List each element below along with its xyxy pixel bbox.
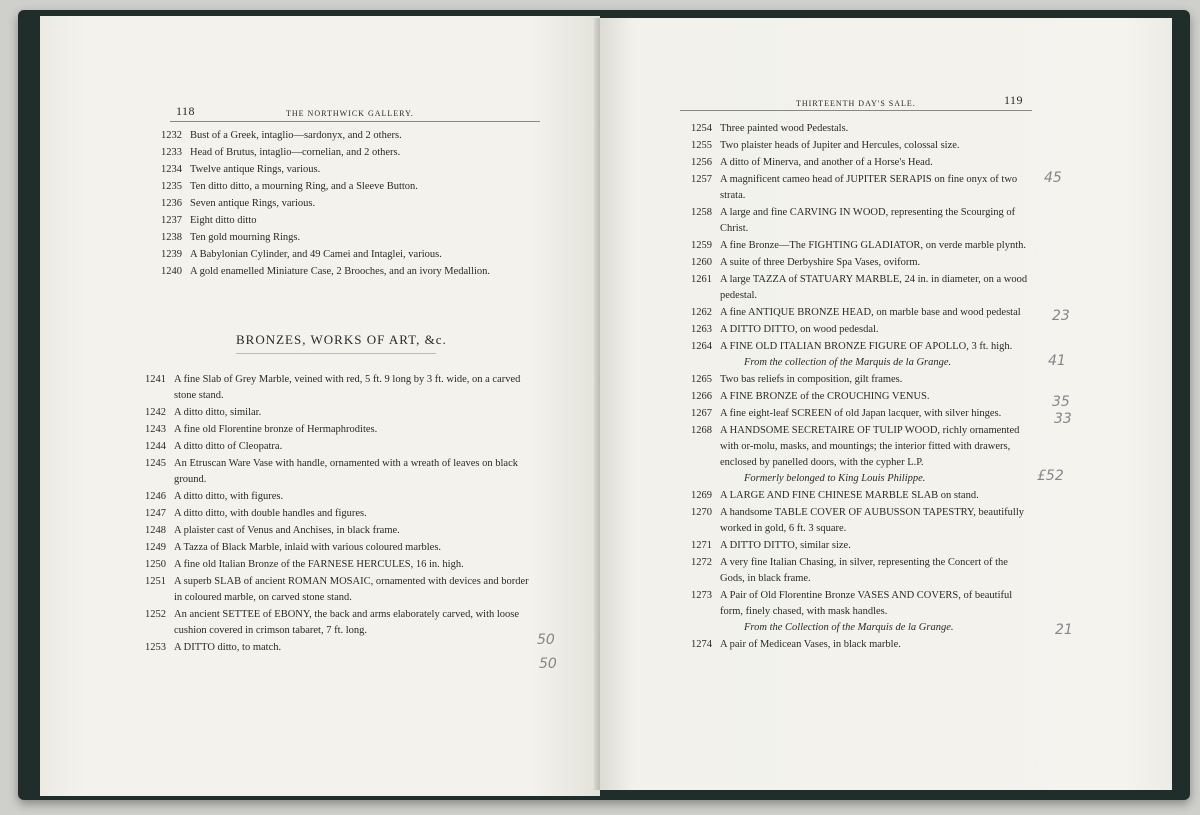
lot-description: A fine Bronze—The FIGHTING GLADIATOR, on verde marble plynth.	[720, 240, 1026, 251]
pencil-mark: 21	[1055, 622, 1073, 638]
lot-description: A FINE OLD ITALIAN BRONZE FIGURE OF APOLLO, 3 ft. high.	[720, 341, 1013, 352]
lot-entry	[678, 172, 1034, 204]
lot-description: A DITTO ditto, to match.	[174, 642, 282, 653]
lot-number: 1256	[691, 157, 712, 168]
lot-entry	[678, 138, 1034, 154]
lot-description: Bust of a Greek, intaglio—sardonyx, and 2 others.	[190, 130, 402, 141]
lot-entry	[148, 247, 520, 263]
lot-entry	[678, 121, 1034, 137]
lot-entry	[148, 128, 520, 144]
lot-entry	[132, 607, 532, 639]
lot-description: A Babylonian Cylinder, and 49 Camei and Intaglei, various.	[190, 249, 442, 260]
lot-description: A large TAZZA of STATUARY MARBLE, 24 in. in diameter, on a wood pedestal.	[720, 274, 1028, 301]
lot-number: 1235	[161, 181, 182, 192]
lot-entry	[148, 179, 520, 195]
lot-number: 1259	[691, 240, 712, 251]
lot-entry	[132, 405, 532, 421]
lot-number: 1246	[145, 491, 166, 502]
lot-entry	[148, 145, 520, 161]
lot-provenance: From the collection of the Marquis de la Grange.	[744, 357, 952, 368]
lot-description: A LARGE AND FINE CHINESE MARBLE SLAB on stand.	[720, 490, 979, 501]
lot-entry	[132, 489, 532, 505]
lot-description: A fine eight-leaf SCREEN of old Japan lacquer, with silver hinges.	[720, 408, 1002, 419]
pencil-mark: 35	[1052, 394, 1070, 410]
lot-entry	[678, 505, 1034, 537]
lot-entry	[132, 456, 532, 488]
lot-number: 1267	[691, 408, 712, 419]
lot-entry	[148, 264, 520, 280]
section-heading: BRONZES, WORKS OF ART, &c.	[236, 332, 447, 347]
lot-description: A Pair of Old Florentine Bronze VASES AND COVERS, of beautiful form, finely chased, with mask handles.	[720, 590, 1013, 617]
lot-number: 1273	[691, 590, 712, 601]
lot-entry	[678, 406, 1034, 422]
section-rule	[236, 353, 436, 354]
lot-description: A superb SLAB of ancient ROMAN MOSAIC, ornamented with devices and border in coloured marble, on carved stone stand.	[174, 576, 529, 603]
lot-description: Seven antique Rings, various.	[190, 198, 316, 209]
lot-description: A fine Slab of Grey Marble, veined with red, 5 ft. 9 long by 3 ft. wide, on a carved stone stand.	[174, 374, 521, 401]
lot-description: Twelve antique Rings, various.	[190, 164, 321, 175]
lot-number: 1269	[691, 490, 712, 501]
lot-description: A Tazza of Black Marble, inlaid with various coloured marbles.	[174, 542, 442, 553]
lot-entry	[148, 230, 520, 246]
lot-description: A gold enamelled Miniature Case, 2 Brooches, and an ivory Medallion.	[190, 266, 491, 277]
lot-number: 1245	[145, 458, 166, 469]
pencil-mark: 33	[1054, 411, 1072, 427]
lot-number: 1233	[161, 147, 182, 158]
lot-number: 1251	[145, 576, 166, 587]
lot-description: A DITTO DITTO, on wood pedesdal.	[720, 324, 879, 335]
lot-entry	[678, 238, 1034, 254]
lot-number: 1265	[691, 374, 712, 385]
lot-description: Three painted wood Pedestals.	[720, 123, 849, 134]
lot-number: 1270	[691, 507, 712, 518]
lot-entry	[678, 538, 1034, 554]
lot-entry	[148, 213, 520, 229]
lot-number: 1274	[691, 639, 712, 650]
lot-description: A magnificent cameo head of JUPITER SERAPIS on fine onyx of two strata.	[720, 174, 1018, 201]
lot-number: 1268	[691, 425, 712, 436]
lot-number: 1272	[691, 557, 712, 568]
lot-number: 1263	[691, 324, 712, 335]
lot-entry	[678, 155, 1034, 171]
lot-number: 1240	[161, 266, 182, 277]
lot-entry	[678, 339, 1034, 371]
lot-number: 1258	[691, 207, 712, 218]
entries-list	[678, 121, 1034, 654]
lot-number: 1257	[691, 174, 712, 185]
lot-entry	[132, 557, 532, 573]
lot-number: 1236	[161, 198, 182, 209]
lot-number: 1271	[691, 540, 712, 551]
lot-description: A fine old Italian Bronze of the FARNESE HERCULES, 16 in. high.	[174, 559, 464, 570]
lot-number: 1260	[691, 257, 712, 268]
lot-entry	[148, 162, 520, 178]
lot-number: 1238	[161, 232, 182, 243]
lot-description: A large and fine CARVING IN WOOD, representing the Scourging of Christ.	[720, 207, 1016, 234]
lot-number: 1254	[691, 123, 712, 134]
lot-description: Head of Brutus, intaglio—cornelian, and 2 others.	[190, 147, 401, 158]
lot-description: A ditto ditto of Cleopatra.	[174, 441, 283, 452]
right-page	[600, 18, 1172, 790]
lot-entry	[132, 506, 532, 522]
lot-number: 1239	[161, 249, 182, 260]
header-rule	[170, 121, 540, 122]
lot-number: 1242	[145, 407, 166, 418]
lot-entry	[678, 423, 1034, 487]
lot-description: A DITTO DITTO, similar size.	[720, 540, 851, 551]
lot-entry	[678, 488, 1034, 504]
lot-provenance: Formerly belonged to King Louis Philippe.	[744, 473, 926, 484]
lot-number: 1253	[145, 642, 166, 653]
lot-entry	[132, 540, 532, 556]
lot-description: Eight ditto ditto	[190, 215, 257, 226]
lot-entry	[678, 372, 1034, 388]
left-running-title: THE NORTHWICK GALLERY.	[286, 109, 414, 118]
pencil-mark: 41	[1048, 353, 1066, 369]
lot-description: A pair of Medicean Vases, in black marble.	[720, 639, 901, 650]
lot-description: A handsome TABLE COVER OF AUBUSSON TAPESTRY, beautifully worked in gold, 6 ft. 3 square.	[720, 507, 1025, 534]
lot-number: 1237	[161, 215, 182, 226]
left-page	[40, 16, 600, 796]
left-page-number: 118	[176, 104, 196, 118]
lot-description: A fine old Florentine bronze of Hermaphrodites.	[174, 424, 378, 435]
pencil-mark: 45	[1044, 170, 1062, 186]
lot-entry	[132, 523, 532, 539]
lot-entry	[132, 422, 532, 438]
lot-entry	[678, 588, 1034, 636]
lot-entry	[678, 255, 1034, 271]
lot-number: 1252	[145, 609, 166, 620]
lot-number: 1244	[145, 441, 166, 452]
lot-entry	[678, 305, 1034, 321]
header-rule	[680, 110, 1032, 111]
lot-entry	[148, 196, 520, 212]
pencil-mark: £52	[1037, 468, 1064, 484]
lot-entry	[678, 272, 1034, 304]
lot-description: A ditto of Minerva, and another of a Horse's Head.	[720, 157, 933, 168]
lot-description: An ancient SETTEE of EBONY, the back and arms elaborately carved, with loose cushion covered in crimson tabaret, 7 ft. long.	[174, 609, 520, 636]
lot-description: An Etruscan Ware Vase with handle, ornamented with a wreath of leaves on black ground.	[174, 458, 518, 485]
lot-entry	[132, 372, 532, 404]
lot-number: 1250	[145, 559, 166, 570]
lot-number: 1264	[691, 341, 712, 352]
lot-number: 1243	[145, 424, 166, 435]
lot-entry	[132, 574, 532, 606]
lot-description: A fine ANTIQUE BRONZE HEAD, on marble base and wood pedestal	[720, 307, 1021, 318]
pencil-mark: 23	[1052, 308, 1070, 324]
lot-description: A ditto ditto, with figures.	[174, 491, 284, 502]
lot-number: 1248	[145, 525, 166, 536]
lot-number: 1232	[161, 130, 182, 141]
lot-description: A ditto ditto, similar.	[174, 407, 262, 418]
lot-entry	[678, 205, 1034, 237]
lot-entry	[678, 555, 1034, 587]
pencil-mark: 50	[537, 632, 555, 648]
entries-list-top	[148, 128, 520, 281]
lot-description: Ten gold mourning Rings.	[190, 232, 301, 243]
lot-number: 1255	[691, 140, 712, 151]
lot-number: 1249	[145, 542, 166, 553]
lot-description: A ditto ditto, with double handles and figures.	[174, 508, 367, 519]
lot-number: 1241	[145, 374, 166, 385]
lot-description: A suite of three Derbyshire Spa Vases, oviform.	[720, 257, 921, 268]
lot-number: 1266	[691, 391, 712, 402]
lot-provenance: From the Collection of the Marquis de la Grange.	[744, 622, 954, 633]
lot-entry	[678, 637, 1034, 653]
lot-number: 1261	[691, 274, 712, 285]
lot-entry	[132, 640, 532, 656]
pencil-mark: 50	[539, 656, 557, 672]
lot-description: Ten ditto ditto, a mourning Ring, and a Sleeve Button.	[190, 181, 418, 192]
lot-description: Two bas reliefs in composition, gilt frames.	[720, 374, 903, 385]
right-running-title: THIRTEENTH DAY'S SALE.	[796, 99, 916, 108]
lot-entry	[678, 389, 1034, 405]
lot-description: A plaister cast of Venus and Anchises, in black frame.	[174, 525, 400, 536]
lot-number: 1262	[691, 307, 712, 318]
lot-entry	[678, 322, 1034, 338]
entries-list-bottom	[132, 372, 532, 657]
lot-description: A FINE BRONZE of the CROUCHING VENUS.	[720, 391, 930, 402]
lot-description: A very fine Italian Chasing, in silver, representing the Concert of the Gods, in black frame.	[720, 557, 1008, 584]
lot-description: A HANDSOME SECRETAIRE OF TULIP WOOD, richly ornamented with or-molu, masks, and mountings; the interior fitted with drawers, enclosed by panelled doors, with the cypher L.P.	[720, 425, 1020, 468]
lot-description: Two plaister heads of Jupiter and Hercules, colossal size.	[720, 140, 960, 151]
lot-entry	[132, 439, 532, 455]
lot-number: 1247	[145, 508, 166, 519]
lot-number: 1234	[161, 164, 182, 175]
right-page-number: 119	[1004, 93, 1024, 107]
